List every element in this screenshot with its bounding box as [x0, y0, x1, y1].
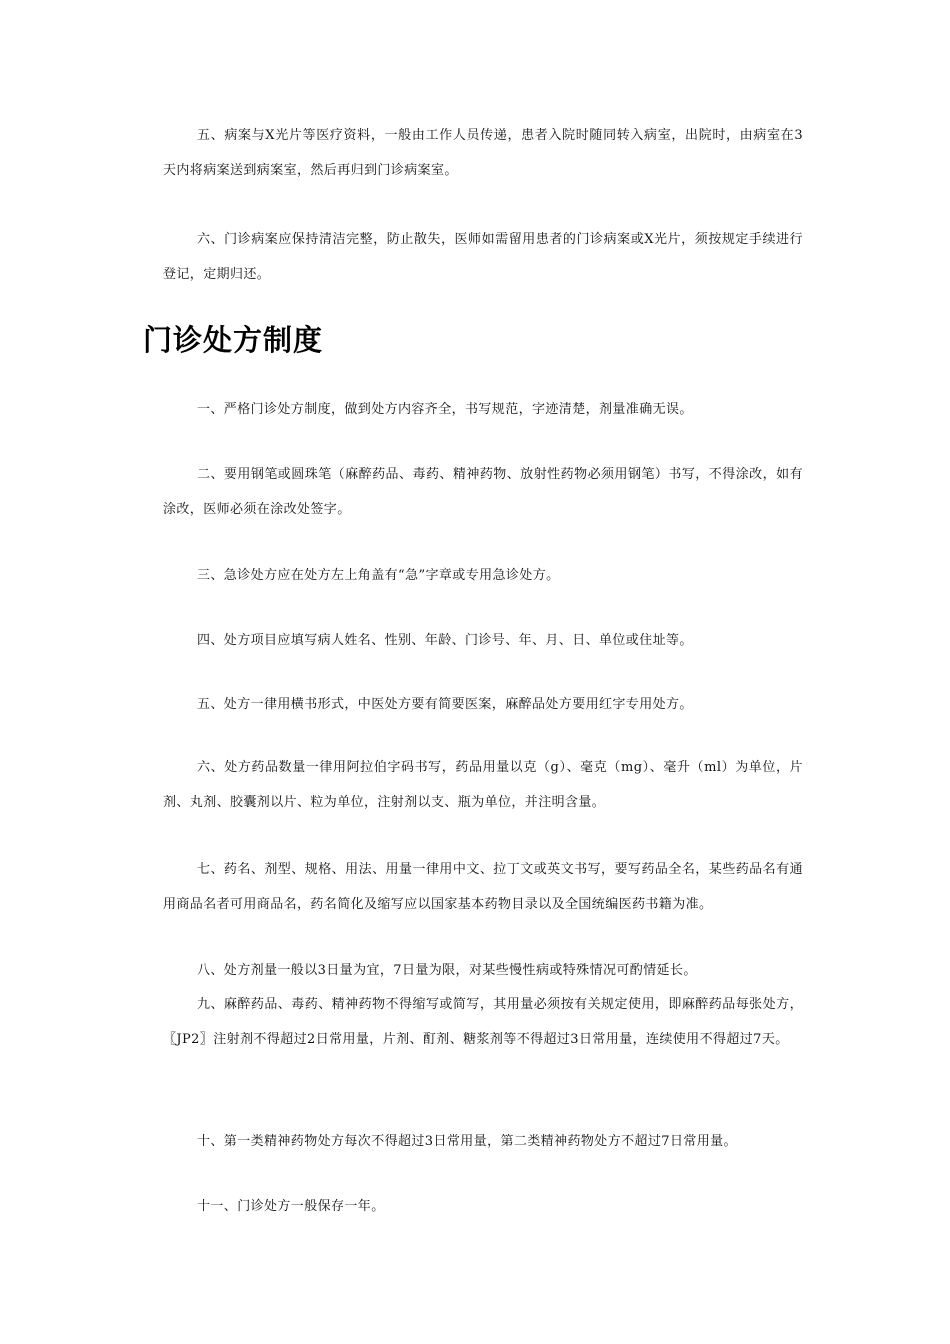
paragraph-11: 十一、门诊处方一般保存一年。	[197, 1199, 385, 1214]
paragraph-9: 九、麻醉药品、毒药、精神药物不得缩写或简写，其用量必须按有关规定使用，即麻醉药品每张处方，〖JP2〗注射剂不得超过2日常用量，片剂、酊剂、糖浆剂等不得超过3日常用量，连续使用不得超过7天。	[163, 997, 803, 1047]
paragraph-8: 八、处方剂量一般以3日量为宜，7日量为限，对某些慢性病或特殊情况可酌情延长。	[197, 963, 697, 978]
paragraph-10: 十、第一类精神药物处方每次不得超过3日常用量，第二类精神药物处方不超过7日常用量。	[197, 1134, 737, 1149]
paragraph-2: 二、要用钢笔或圆珠笔（麻醉药品、毒药、精神药物、放射性药物必须用钢笔）书写，不得涂改，如有涂改，医师必须在涂改处签字。	[163, 467, 803, 517]
section-title: 门诊处方制度	[143, 323, 324, 357]
paragraph-6: 六、处方药品数量一律用阿拉伯字码书写，药品用量以克（g）、毫克（mg）、毫升（ml）为单位，片剂、丸剂、胶囊剂以片、粒为单位，注射剂以支、瓶为单位，并注明含量。	[163, 760, 803, 810]
paragraph-7: 七、药名、剂型、规格、用法、用量一律用中文、拉丁文或英文书写，要写药品全名，某些药品名有通用商品名者可用商品名，药名简化及缩写应以国家基本药物目录以及全国统编医药书籍为准。	[163, 862, 803, 912]
paragraph-4: 四、处方项目应填写病人姓名、性别、年龄、门诊号、年、月、日、单位或住址等。	[197, 633, 693, 648]
paragraph-prev-5: 五、病案与X光片等医疗资料，一般由工作人员传递，患者入院时随同转入病室，出院时，由病室在3天内将病案送到病案室，然后再归到门诊病案室。	[163, 128, 803, 178]
paragraph-3: 三、急诊处方应在处方左上角盖有“急”字章或专用急诊处方。	[197, 568, 560, 583]
paragraph-5: 五、处方一律用横书形式，中医处方要有简要医案，麻醉品处方要用红字专用处方。	[197, 697, 693, 712]
paragraph-prev-6: 六、门诊病案应保持清洁完整，防止散失，医师如需留用患者的门诊病案或X光片，须按规定手续进行登记，定期归还。	[163, 232, 803, 282]
paragraph-1: 一、严格门诊处方制度，做到处方内容齐全，书写规范，字迹清楚，剂量准确无误。	[197, 402, 693, 417]
